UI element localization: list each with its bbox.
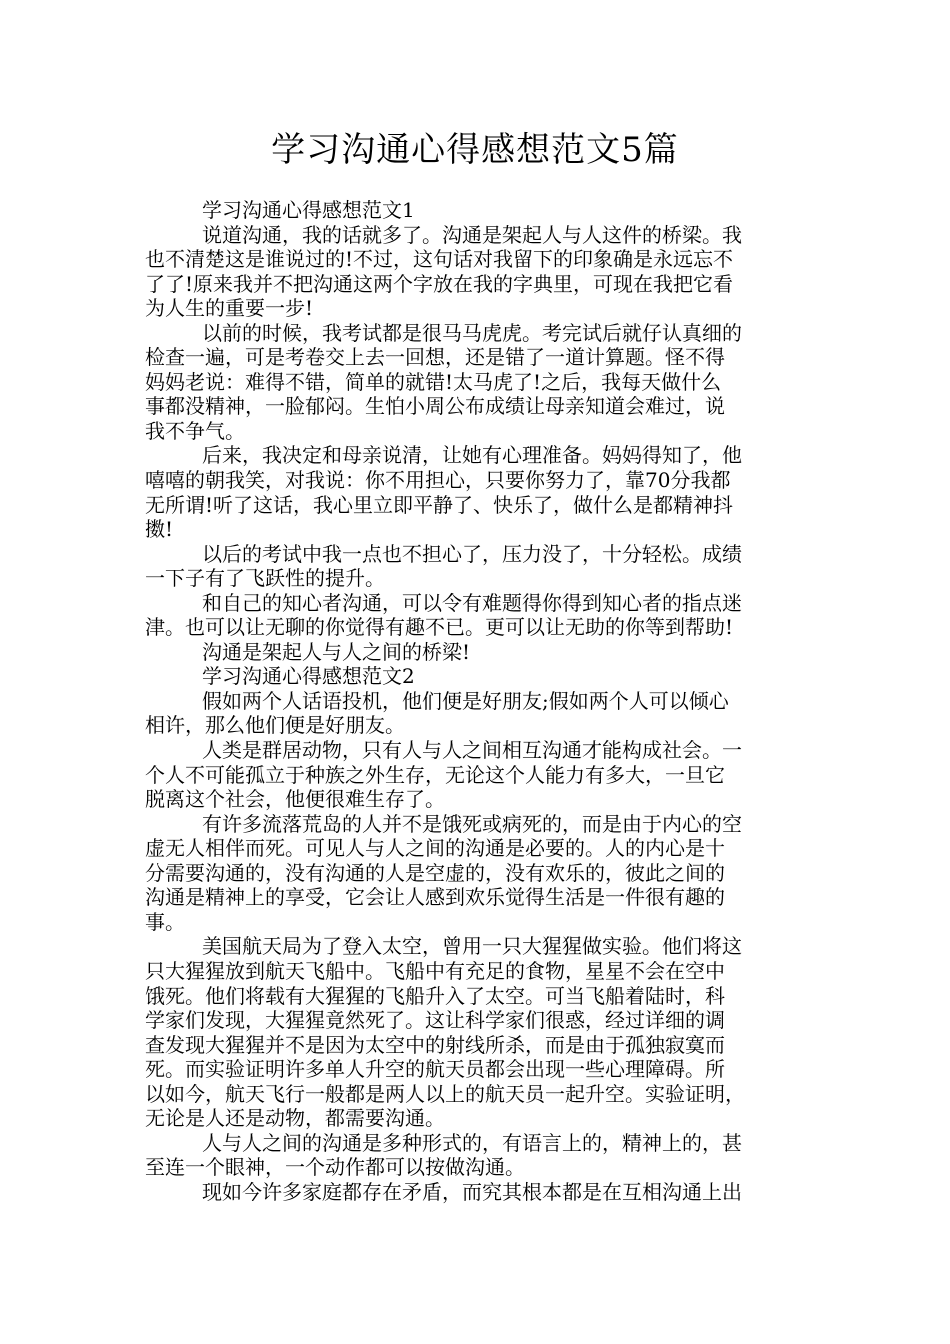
body-text-line: 无论是人还是动物，都需要沟通。 [145,1106,445,1131]
body-text-line: 以后的考试中我一点也不担心了，压力没了，十分轻松。成绩 [202,541,742,566]
body-text-line: 嘻嘻的朝我笑，对我说：你不用担心，只要你努力了，靠70分我都 [145,468,731,493]
body-text-line: 人类是群居动物，只有人与人之间相互沟通才能构成社会。一 [202,738,742,763]
body-text-line: 死。而实验证明许多单人升空的航天员都会出现一些心理障碍。所 [145,1057,725,1082]
body-text-line: 沟通是架起人与人之间的桥梁! [202,639,471,664]
body-text-line: 一下子有了飞跃性的提升。 [145,566,385,591]
body-text-line: 只大猩猩放到航天飞船中。飞船中有充足的食物，星星不会在空中 [145,958,725,983]
body-text-line: 有许多流落荒岛的人并不是饿死或病死的，而是由于内心的空 [202,811,742,836]
body-text-line: 无所谓!听了这话，我心里立即平静了、快乐了，做什么是都精神抖 [145,492,734,517]
body-text-line: 事。 [145,909,185,934]
body-text-line: 为人生的重要一步! [145,296,314,321]
document-title: 学习沟通心得感想范文5篇 [271,130,679,170]
body-text-line: 我不争气。 [145,418,245,443]
body-text-line: 也不清楚这是谁说过的!不过，这句话对我留下的印象确是永远忘不 [145,247,734,272]
body-text-line: 相许，那么他们便是好朋友。 [145,713,405,738]
body-text-line: 至连一个眼神，一个动作都可以按做沟通。 [145,1155,525,1180]
body-text-line: 事都没精神，一脸郁闷。生怕小周公布成绩让母亲知道会难过，说 [145,394,725,419]
body-text-line: 检查一遍，可是考卷交上去一回想，还是错了一道计算题。怪不得 [145,345,725,370]
body-text-line: 和自己的知心者沟通，可以令有难题得你得到知心者的指点迷 [202,590,742,615]
body-text-line: 学家们发现，大猩猩竟然死了。这让科学家们很惑，经过详细的调 [145,1008,725,1033]
body-text-line: 人与人之间的沟通是多种形式的，有语言上的，精神上的，甚 [202,1130,742,1155]
body-text-line: 脱离这个社会，他便很难生存了。 [145,787,445,812]
body-text-line: 分需要沟通的，没有沟通的人是空虚的，没有欢乐的，彼此之间的 [145,860,725,885]
body-text-line: 假如两个人话语投机，他们便是好朋友;假如两个人可以倾心 [202,688,729,713]
body-text-line: 学习沟通心得感想范文1 [202,198,415,222]
body-text-line: 津。也可以让无聊的你觉得有趣不已。更可以让无助的你等到帮助! [145,615,734,640]
body-text-line: 虚无人相伴而死。可见人与人之间的沟通是必要的。人的内心是十 [145,836,725,861]
body-text-line: 了了!原来我并不把沟通这两个字放在我的字典里，可现在我把它看 [145,271,734,296]
body-text-line: 现如今许多家庭都存在矛盾，而究其根本都是在互相沟通上出 [202,1179,742,1204]
body-text-line: 学习沟通心得感想范文2 [202,664,415,689]
body-text-line: 擞! [145,517,174,542]
body-text-line: 个人不可能孤立于种族之外生存，无论这个人能力有多大，一旦它 [145,762,725,787]
body-text-line: 后来，我决定和母亲说清，让她有心理准备。妈妈得知了，他 [202,443,742,468]
body-text-line: 妈妈老说：难得不错，简单的就错!太马虎了!之后，我每天做什么 [145,369,722,394]
body-text-line: 美国航天局为了登入太空，曾用一只大猩猩做实验。他们将这 [202,934,742,959]
body-text-line: 以如今，航天飞行一般都是两人以上的航天员一起升空。实验证明， [145,1081,745,1106]
body-text-line: 查发现大猩猩并不是因为太空中的射线所杀，而是由于孤独寂寞而 [145,1032,725,1057]
document-body [145,198,825,1204]
body-text-line: 以前的时候，我考试都是很马马虎虎。考完试后就仔认真细的 [202,320,742,345]
body-text-line: 饿死。他们将载有大猩猩的飞船升入了太空。可当飞船着陆时，科 [145,983,725,1008]
body-text-line: 说道沟通，我的话就多了。沟通是架起人与人这件的桥梁。我 [202,222,742,247]
body-text-line: 沟通是精神上的享受，它会让人感到欢乐觉得生活是一件很有趣的 [145,885,725,910]
